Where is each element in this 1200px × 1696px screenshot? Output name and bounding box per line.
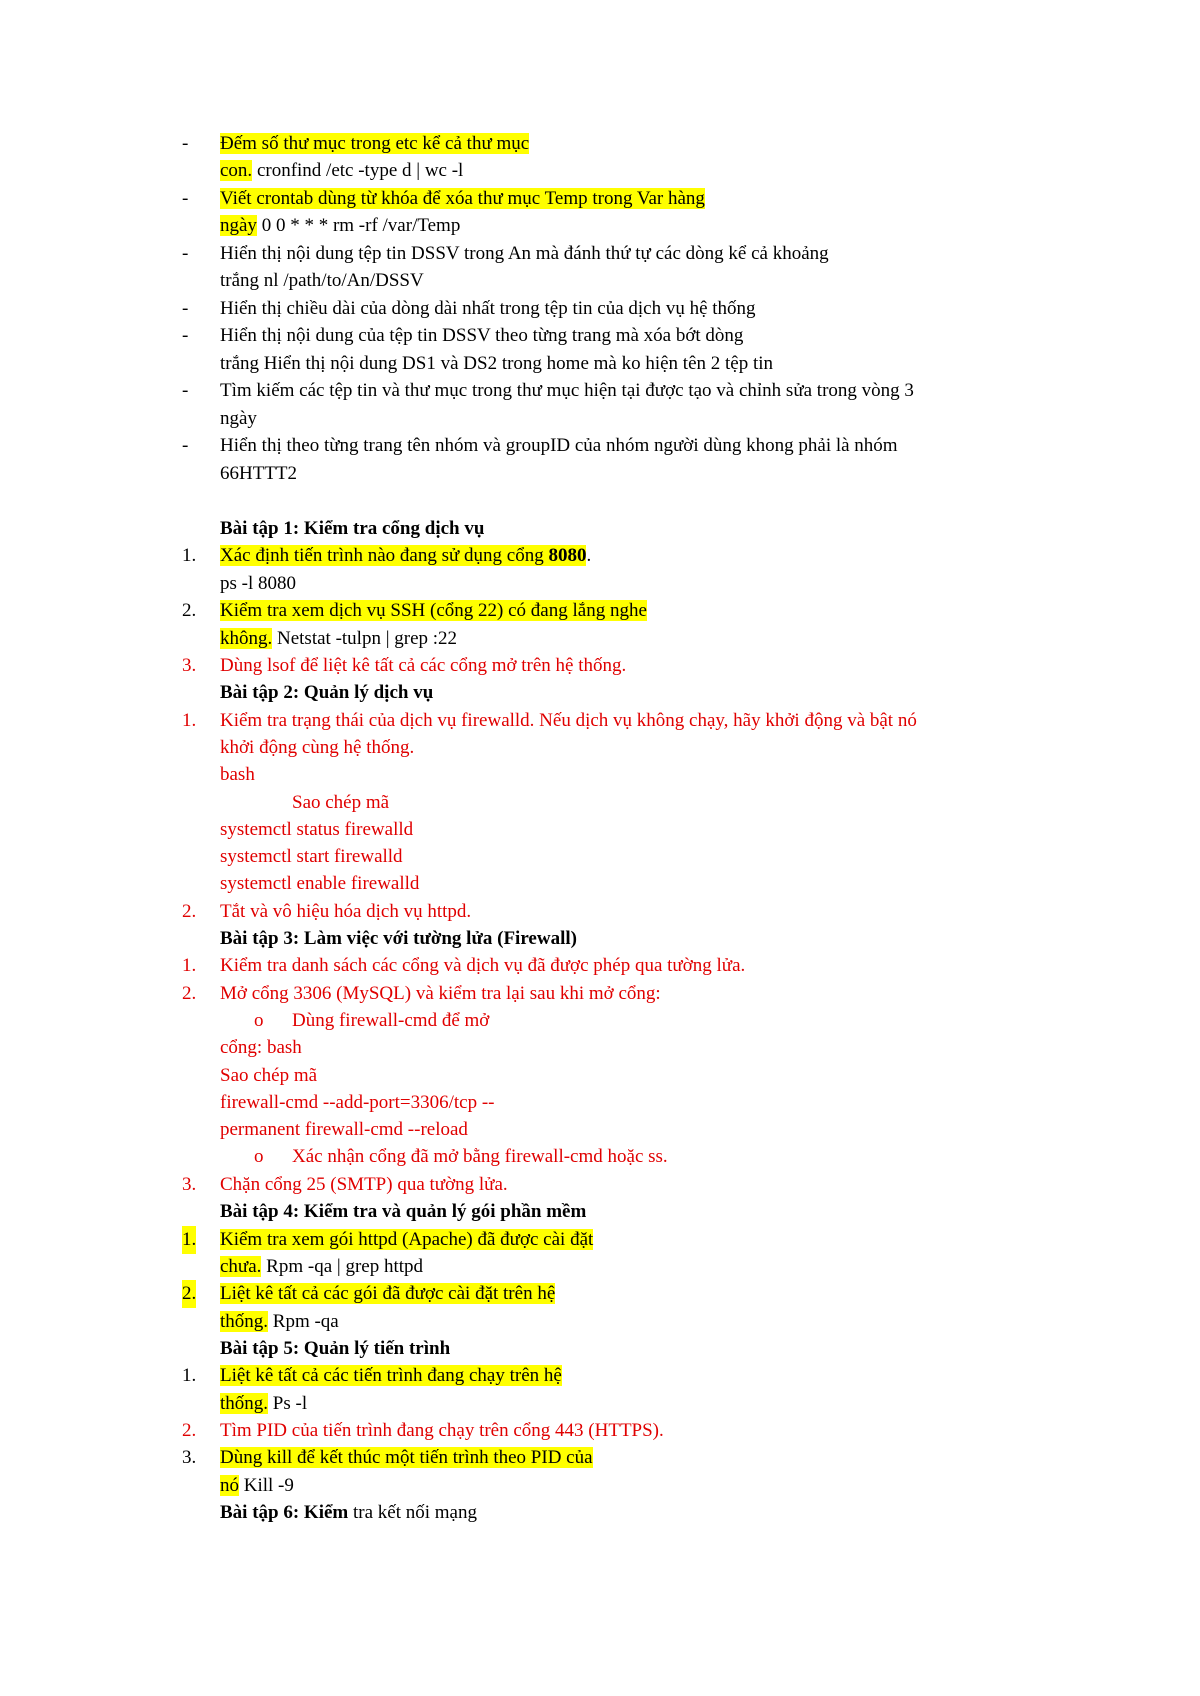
line-text	[220, 898, 471, 926]
line-text	[292, 1007, 489, 1035]
text-run: Sao chép mã	[292, 792, 390, 813]
text-line	[0, 460, 1200, 488]
highlighted-text: Dùng kill để kết thúc một tiến trình theo PID của	[220, 1447, 593, 1468]
text-run: 0 0 * * * rm -rf /var/Temp	[256, 215, 461, 236]
text-run: Tìm kiếm các tệp tin và thư mục trong thư mục hiện tại được tạo và chỉnh sửa trong vòng 3	[220, 380, 914, 401]
text-run: systemctl start firewalld	[220, 846, 403, 867]
text-line	[0, 240, 1200, 268]
highlighted-text: không.	[220, 628, 273, 649]
text-run: Kiểm tra trạng thái của dịch vụ firewalld. Nếu dịch vụ không chạy, hãy khởi động và bật nó	[220, 710, 917, 731]
line-text	[220, 843, 403, 871]
text-run: Bài tập 3: Làm việc với tường lửa (Firewall)	[220, 928, 577, 949]
line-text	[220, 1417, 664, 1445]
text-run: Rpm -qa | grep httpd	[261, 1256, 424, 1277]
text-run: Netstat -tulpn | grep :22	[272, 628, 458, 649]
highlighted-text: Liệt kê tất cả các tiến trình đang chạy trên hệ	[220, 1365, 562, 1386]
line-text	[220, 1253, 423, 1281]
text-line	[0, 1034, 1200, 1062]
line-text	[220, 980, 661, 1008]
line-text	[220, 734, 414, 762]
text-line	[0, 130, 1200, 158]
text-line	[0, 843, 1200, 871]
text-run: Bài tập 2: Quản lý dịch vụ	[220, 682, 434, 703]
text-line	[0, 570, 1200, 598]
text-line	[0, 1417, 1200, 1445]
text-line	[0, 1335, 1200, 1363]
highlighted-text: thống.	[220, 1311, 269, 1332]
text-run: Kill -9	[239, 1475, 294, 1496]
text-run: Tìm PID của tiến trình đang chạy trên cổng 443 (HTTPS).	[220, 1420, 664, 1441]
highlighted-text: Kiểm tra xem gói httpd (Apache) đã được cài đặt	[220, 1229, 594, 1250]
line-text	[220, 460, 297, 488]
text-run: Dùng firewall-cmd để mở	[292, 1010, 490, 1031]
text-run: Rpm -qa	[268, 1311, 339, 1332]
line-text	[220, 322, 743, 350]
line-text	[220, 1308, 339, 1336]
text-run: Chặn cổng 25 (SMTP) qua tường lửa.	[220, 1174, 508, 1195]
list-marker: 2.	[182, 1280, 196, 1308]
text-run: Hiển thị chiều dài của dòng dài nhất trong tệp tin của dịch vụ hệ thống	[220, 298, 756, 319]
text-run: systemctl enable firewalld	[220, 873, 420, 894]
text-line	[0, 1308, 1200, 1336]
list-marker: 2.	[182, 1420, 197, 1441]
line-text	[220, 1472, 294, 1500]
line-text	[220, 1444, 593, 1472]
text-run: Hiển thị nội dung tệp tin DSSV trong An mà đánh thứ tự các dòng kể cả khoảng	[220, 243, 829, 264]
text-line	[0, 952, 1200, 980]
text-run: Hiển thị theo từng trang tên nhóm và groupID của nhóm người dùng khong phải là nhóm	[220, 435, 898, 456]
text-run: Dùng lsof để liệt kê tất cả các cổng mở trên hệ thống.	[220, 655, 627, 676]
text-run: Mở cổng 3306 (MySQL) và kiểm tra lại sau khi mở cổng:	[220, 983, 661, 1004]
line-text	[220, 350, 773, 378]
line-text	[220, 679, 433, 707]
text-line	[0, 898, 1200, 926]
list-marker: 2.	[182, 600, 197, 621]
text-run: Bài tập 1: Kiểm tra cổng dịch vụ	[220, 518, 485, 539]
list-marker: o	[254, 1010, 264, 1031]
line-text	[220, 157, 463, 185]
line-text	[220, 130, 529, 158]
line-text	[220, 212, 460, 240]
text-run: tra kết nối mạng	[348, 1502, 477, 1523]
text-run: bash	[220, 764, 255, 785]
text-line	[0, 212, 1200, 240]
text-line	[0, 157, 1200, 185]
line-text	[220, 870, 419, 898]
text-line	[0, 1472, 1200, 1500]
text-run: trắng nl /path/to/An/DSSV	[220, 270, 424, 291]
highlighted-text: ngày	[220, 215, 257, 236]
text-line	[0, 1143, 1200, 1171]
text-run: cổng: bash	[220, 1037, 302, 1058]
list-marker: -	[182, 133, 189, 154]
list-marker: 3.	[182, 1174, 197, 1195]
list-marker: -	[182, 243, 189, 264]
line-text	[220, 515, 484, 543]
text-line	[0, 1007, 1200, 1035]
text-line	[0, 1390, 1200, 1418]
text-line	[0, 925, 1200, 953]
line-text	[220, 761, 255, 789]
text-line	[0, 542, 1200, 570]
text-run: Tắt và vô hiệu hóa dịch vụ httpd.	[220, 901, 472, 922]
text-line	[0, 377, 1200, 405]
line-text	[220, 1226, 593, 1254]
text-run: khởi động cùng hệ thống.	[220, 737, 415, 758]
line-text	[220, 625, 457, 653]
line-text	[220, 1390, 307, 1418]
text-line	[0, 1062, 1200, 1090]
highlighted-text: Liệt kê tất cả các gói đã được cài đặt trên hệ	[220, 1283, 556, 1304]
text-run: ngày	[220, 408, 257, 429]
text-line	[0, 625, 1200, 653]
line-text	[220, 295, 756, 323]
line-text	[220, 652, 626, 680]
highlighted-text: nó	[220, 1475, 239, 1496]
line-text	[220, 542, 591, 570]
text-run: Sao chép mã	[220, 1065, 318, 1086]
list-marker: 3.	[182, 655, 197, 676]
text-line	[0, 350, 1200, 378]
line-text	[220, 816, 413, 844]
highlighted-text: Kiểm tra xem dịch vụ SSH (cổng 22) có đang lắng nghe	[220, 600, 647, 621]
line-text	[220, 240, 829, 268]
highlighted-text: Xác định tiến trình nào đang sử dụng cổng	[220, 545, 549, 566]
highlighted-text: Viết crontab dùng từ khóa để xóa thư mục Temp trong Var hàng	[220, 188, 705, 209]
line-text	[220, 432, 898, 460]
text-run: .	[586, 545, 592, 566]
highlighted-text: thống.	[220, 1393, 269, 1414]
text-line	[0, 980, 1200, 1008]
list-marker: -	[182, 188, 189, 209]
list-marker: 1.	[182, 545, 197, 566]
highlighted-text: Đếm số thư mục trong etc kể cả thư mục	[220, 133, 530, 154]
text-line	[0, 734, 1200, 762]
text-run: Hiển thị nội dung của tệp tin DSSV theo từng trang mà xóa bớt dòng	[220, 325, 744, 346]
line-text	[220, 1116, 468, 1144]
text-line	[0, 1444, 1200, 1472]
list-marker: 1.	[182, 955, 197, 976]
text-line	[0, 295, 1200, 323]
text-run: trắng Hiển thị nội dung DS1 và DS2 trong home mà ko hiện tên 2 tệp tin	[220, 353, 774, 374]
text-line	[0, 816, 1200, 844]
list-marker: 3.	[182, 1447, 197, 1468]
line-text	[220, 1198, 586, 1226]
text-line	[0, 1499, 1200, 1527]
text-run: cronfind /etc -type d | wc -l	[252, 160, 464, 181]
text-line	[0, 1226, 1200, 1254]
text-line	[0, 322, 1200, 350]
text-line	[0, 870, 1200, 898]
line-text	[220, 1062, 317, 1090]
line-text	[220, 570, 296, 598]
text-line	[0, 789, 1200, 817]
list-marker: 1.	[182, 1226, 196, 1254]
text-line	[0, 185, 1200, 213]
text-line	[0, 1362, 1200, 1390]
highlighted-text: chưa.	[220, 1256, 262, 1277]
line-text	[220, 1089, 495, 1117]
text-line	[0, 432, 1200, 460]
line-text	[220, 1171, 508, 1199]
highlighted-text: 8080	[548, 545, 587, 566]
list-marker: 1.	[182, 1365, 197, 1386]
line-text	[220, 185, 705, 213]
text-run: ps -l 8080	[220, 573, 296, 594]
text-line	[0, 405, 1200, 433]
text-run: systemctl status firewalld	[220, 819, 414, 840]
text-line	[0, 515, 1200, 543]
text-run: firewall-cmd --add-port=3306/tcp --	[220, 1092, 495, 1113]
text-line	[0, 1171, 1200, 1199]
text-line	[0, 1198, 1200, 1226]
text-run: Bài tập 4: Kiểm tra và quản lý gói phần mềm	[220, 1201, 587, 1222]
line-text	[220, 405, 257, 433]
list-marker: -	[182, 298, 189, 319]
line-text	[220, 952, 745, 980]
line-text	[220, 267, 424, 295]
text-line	[0, 652, 1200, 680]
text-line	[0, 1089, 1200, 1117]
line-text	[220, 1362, 562, 1390]
text-line	[0, 761, 1200, 789]
text-run: Kiểm tra danh sách các cổng và dịch vụ đã được phép qua tường lửa.	[220, 955, 746, 976]
text-run: Bài tập 5: Quản lý tiến trình	[220, 1338, 451, 1359]
line-text	[220, 597, 647, 625]
text-line	[0, 597, 1200, 625]
line-text	[292, 1143, 668, 1171]
list-marker: 2.	[182, 983, 197, 1004]
list-marker: o	[254, 1146, 264, 1167]
text-line	[0, 679, 1200, 707]
text-run: Bài tập 6: Kiểm	[220, 1502, 349, 1523]
text-line	[0, 267, 1200, 295]
line-text	[220, 377, 914, 405]
text-run: permanent firewall-cmd --reload	[220, 1119, 468, 1140]
text-line	[0, 707, 1200, 735]
line-text	[292, 789, 389, 817]
text-line	[0, 1116, 1200, 1144]
line-text	[220, 1280, 555, 1308]
line-text	[220, 925, 577, 953]
text-run: Ps -l	[268, 1393, 308, 1414]
line-text	[220, 707, 917, 735]
line-text	[220, 1034, 302, 1062]
list-marker: -	[182, 325, 189, 346]
text-run: Xác nhận cổng đã mở bằng firewall-cmd hoặc ss.	[292, 1146, 668, 1167]
list-marker: -	[182, 435, 189, 456]
text-line	[0, 1280, 1200, 1308]
list-marker: -	[182, 380, 189, 401]
text-run: 66HTTT2	[220, 463, 298, 484]
line-text	[220, 1499, 477, 1527]
highlighted-text: con.	[220, 160, 253, 181]
text-line	[0, 1253, 1200, 1281]
list-marker: 1.	[182, 710, 197, 731]
list-marker: 2.	[182, 901, 197, 922]
line-text	[220, 1335, 450, 1363]
